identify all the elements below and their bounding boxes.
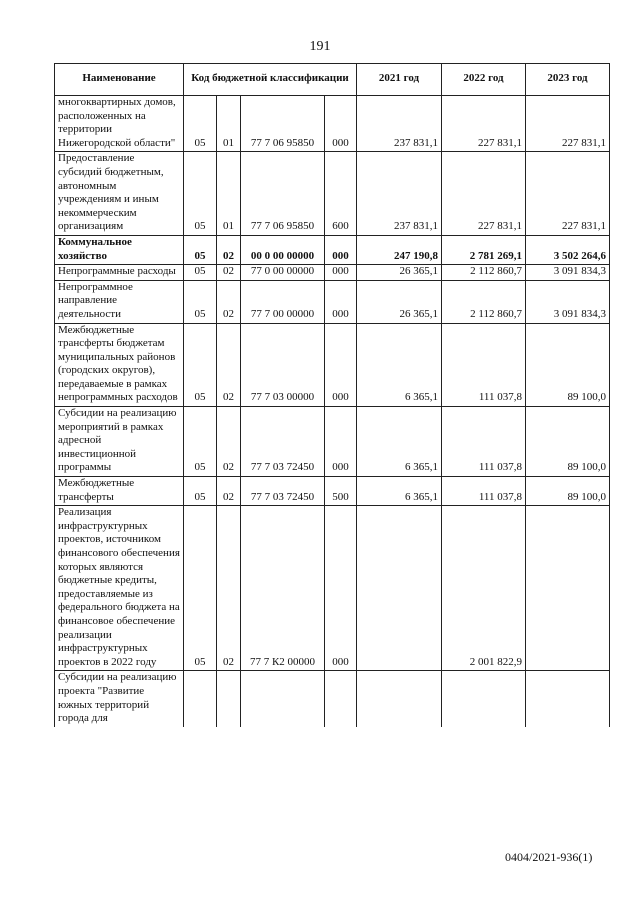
row-name: Межбюджетные трансферты бюджетам муниципальных районов (городских округов), передаваемые в рамках непрограммных расходов: [55, 323, 184, 407]
table-row: [55, 280, 610, 323]
row-value-2022: 2 001 822,9: [442, 506, 526, 671]
row-target-code: [241, 671, 325, 727]
row-value-2022: 111 037,8: [442, 477, 526, 506]
table-row: [55, 235, 610, 264]
row-value-2022: 111 037,8: [442, 323, 526, 407]
table-row: [55, 96, 610, 152]
row-subsection: 02: [217, 235, 241, 264]
row-section: 05: [184, 506, 217, 671]
table-row: [55, 506, 610, 671]
table-row: [55, 407, 610, 477]
row-expense-type: [325, 671, 357, 727]
row-name: многоквартирных домов, расположенных на территории Нижегородской области": [55, 96, 184, 152]
row-value-2021: [357, 671, 442, 727]
row-value-2021: 237 831,1: [357, 152, 442, 236]
row-value-2023: 89 100,0: [526, 407, 610, 477]
row-value-2022: 2 781 269,1: [442, 235, 526, 264]
row-expense-type: 600: [325, 152, 357, 236]
row-name: Реализация инфраструктурных проектов, источником финансового обеспечения которых являются бюджетные кредиты, предоставляемые из федерального бюджета на финансовое обеспечение реализации инфраструктурных проектов в 2022 году: [55, 506, 184, 671]
row-subsection: 02: [217, 407, 241, 477]
row-value-2023: 89 100,0: [526, 477, 610, 506]
row-target-code: 77 7 03 00000: [241, 323, 325, 407]
row-subsection: 01: [217, 96, 241, 152]
row-expense-type: 000: [325, 506, 357, 671]
row-target-code: 00 0 00 00000: [241, 235, 325, 264]
row-section: 05: [184, 152, 217, 236]
row-value-2021: 247 190,8: [357, 235, 442, 264]
row-expense-type: 500: [325, 477, 357, 506]
row-target-code: 77 7 00 00000: [241, 280, 325, 323]
row-value-2023: 227 831,1: [526, 152, 610, 236]
budget-table: [54, 63, 610, 727]
row-target-code: 77 0 00 00000: [241, 265, 325, 281]
row-target-code: 77 7 06 95850: [241, 96, 325, 152]
table-row: [55, 152, 610, 236]
row-name: Межбюджетные трансферты: [55, 477, 184, 506]
row-target-code: 77 7 06 95850: [241, 152, 325, 236]
page-number: 191: [309, 39, 331, 54]
row-section: 05: [184, 265, 217, 281]
header-2022: 2022 год: [442, 64, 526, 96]
row-value-2021: 6 365,1: [357, 407, 442, 477]
table-header-row: [55, 64, 610, 96]
row-value-2021: 237 831,1: [357, 96, 442, 152]
row-section: 05: [184, 407, 217, 477]
header-name: Наименование: [55, 64, 184, 96]
row-subsection: 02: [217, 280, 241, 323]
row-name: Субсидии на реализацию проекта "Развитие южных территорий города для: [55, 671, 184, 727]
table-row: [55, 265, 610, 281]
row-section: 05: [184, 323, 217, 407]
row-expense-type: 000: [325, 96, 357, 152]
row-value-2023: 3 502 264,6: [526, 235, 610, 264]
row-value-2021: [357, 506, 442, 671]
row-value-2022: 111 037,8: [442, 407, 526, 477]
header-2021: 2021 год: [357, 64, 442, 96]
row-name: Непрограммное направление деятельности: [55, 280, 184, 323]
row-expense-type: 000: [325, 280, 357, 323]
row-name: Предоставление субсидий бюджетным, автономным учреждениям и иным некоммерческим организациям: [55, 152, 184, 236]
row-value-2021: 6 365,1: [357, 323, 442, 407]
row-value-2022: 2 112 860,7: [442, 265, 526, 281]
header-2023: 2023 год: [526, 64, 610, 96]
row-subsection: 02: [217, 477, 241, 506]
header-code: Код бюджетной классификации: [184, 64, 357, 96]
row-value-2021: 26 365,1: [357, 280, 442, 323]
row-section: [184, 671, 217, 727]
row-target-code: 77 7 03 72450: [241, 407, 325, 477]
table-row: [55, 671, 610, 727]
row-value-2022: [442, 671, 526, 727]
row-value-2022: 227 831,1: [442, 96, 526, 152]
row-section: 05: [184, 280, 217, 323]
row-subsection: 01: [217, 152, 241, 236]
row-subsection: [217, 671, 241, 727]
row-value-2022: 227 831,1: [442, 152, 526, 236]
row-target-code: 77 7 03 72450: [241, 477, 325, 506]
row-expense-type: 000: [325, 407, 357, 477]
row-value-2023: 3 091 834,3: [526, 265, 610, 281]
row-expense-type: 000: [325, 235, 357, 264]
row-subsection: 02: [217, 506, 241, 671]
row-name: Коммунальное хозяйство: [55, 235, 184, 264]
row-value-2023: 227 831,1: [526, 96, 610, 152]
row-value-2023: 89 100,0: [526, 323, 610, 407]
row-value-2021: 6 365,1: [357, 477, 442, 506]
row-target-code: 77 7 К2 00000: [241, 506, 325, 671]
row-subsection: 02: [217, 265, 241, 281]
row-value-2022: 2 112 860,7: [442, 280, 526, 323]
row-name: Непрограммные расходы: [55, 265, 184, 281]
row-expense-type: 000: [325, 265, 357, 281]
row-section: 05: [184, 235, 217, 264]
row-section: 05: [184, 96, 217, 152]
row-value-2023: [526, 671, 610, 727]
row-value-2021: 26 365,1: [357, 265, 442, 281]
table-row: [55, 477, 610, 506]
row-expense-type: 000: [325, 323, 357, 407]
document-code: 0404/2021-936(1): [505, 850, 593, 864]
row-subsection: 02: [217, 323, 241, 407]
row-name: Субсидии на реализацию мероприятий в рамках адресной инвестиционной программы: [55, 407, 184, 477]
row-section: 05: [184, 477, 217, 506]
row-value-2023: 3 091 834,3: [526, 280, 610, 323]
row-value-2023: [526, 506, 610, 671]
table-row: [55, 323, 610, 407]
